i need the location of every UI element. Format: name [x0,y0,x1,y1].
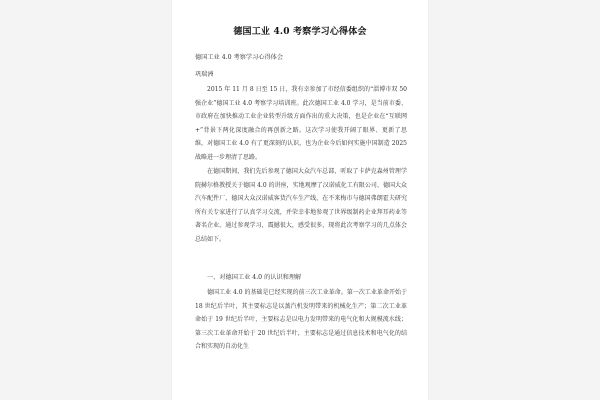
document-page [172,0,428,400]
page-title: 德国工业 4.0 考察学习心得体会 [233,27,367,37]
document-subtitle: 德国工业 4.0 考察学习心得体会 [195,54,284,61]
paragraph-industry-history: 德国工业 4.0 的基础是已经实现的前三次工业革命。第一次工业革命开始于 18 世纪后半叶，其主要标志是以蒸汽机发明带来的机械化生产；第二次工业革命始于 19 世纪后半叶，主要标志是以电力发明带来的电气化和大规模流水线；第三次工业革命开始于 20 世纪后半叶，主要标志是通过信息技术和电气化的结合和实现的自动化生 [195,289,407,350]
paragraph-intro: 2015 年 11 月 8 日至 15 日，我有幸参加了市经信委组织的“淄博市双 50 强企业”德国工业 4.0 考察学习培训班。此次德国工业 4.0 学习，是当前市委、市政府在加快推动工业企业转型升级方面作出的重大决策，也是企业在“互联网+”背景下两化深度融合的再创新之路。这次学习使我开阔了眼界、更新了思维，对德国工业 4.0 有了更深刻的认识，也为企业今后如何实施中国制造 2025 战略进一步理清了思路。 [195,86,407,161]
section-heading: 一、对德国工业 4.0 的认识和理解 [207,274,302,281]
paragraph-visit: 在德国期间，我们先后参观了德国大众汽车总部，听取了卡萨克森州管理学院赫尔格教授关于德国 4.0 的讲座，实地观摩了汉诺威化工有限公司、德国大众汽车配件厂、德国大众汉诺威客货汽车生产线，在不来梅市与德国弗朗霍夫研究所有关专家进行了认真学习交流，并荣幸非地参观了世界级制药企业拜耳药业等著名企业。通过参观学习，震撼很大，感受很多，现将此次考察学习的几点体会总结如下。 [195,168,407,243]
author-name: 巩瑞洲 [195,71,214,78]
